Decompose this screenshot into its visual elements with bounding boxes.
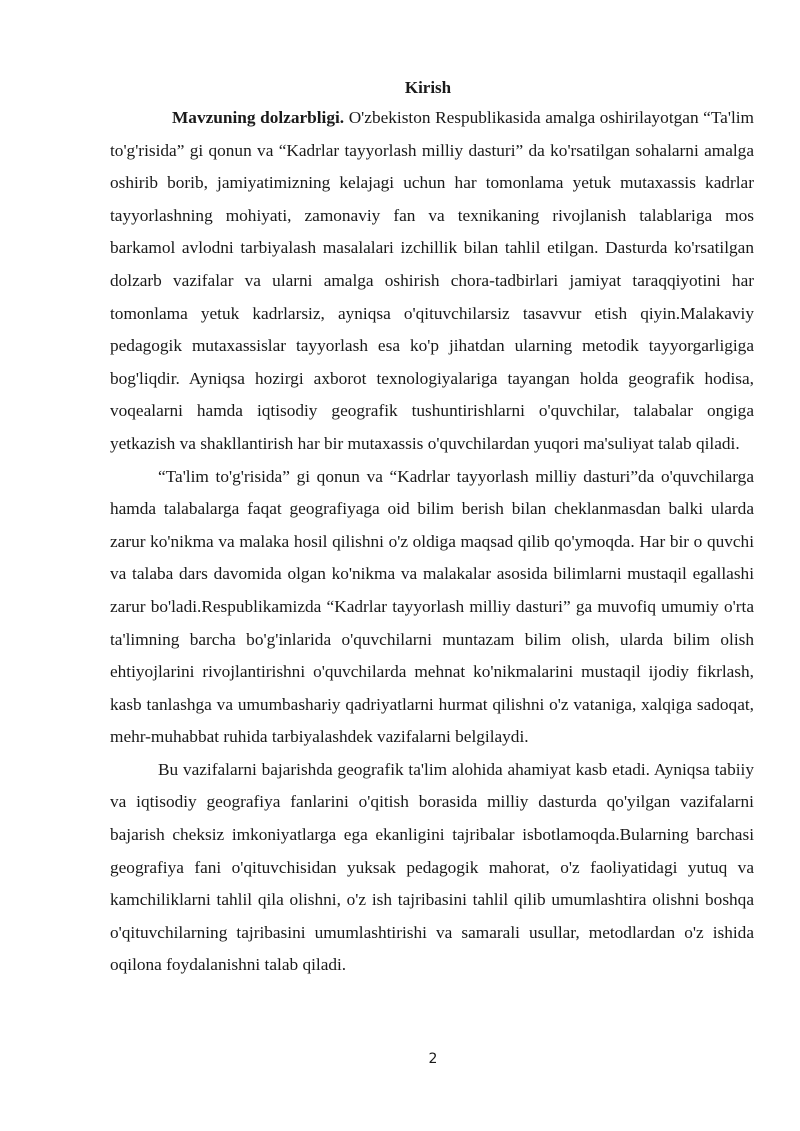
- paragraph-lead: Mavzuning dolzarbligi.: [172, 108, 345, 127]
- paragraph-1: [110, 102, 754, 461]
- paragraph-3: Bu vazifalarni bajarishda geografik ta'lim alohida ahamiyat kasb etadi. Ayniqsa tabiiy va iqtisodiy geografiya fanlarini o'qitish borasida milliy dasturda qo'yilgan vazifalarni bajarish cheksiz imkoniyatlarga ega ekanligini tajribalar isbotlamoqda.Bularning barchasi geografiya fani o'qituvchisidan yuksak pedagogik mahorat, o'z faoliyatidagi yutuq va kamchiliklarni tahlil qila olishni, o'z ish tajribasini tahlil qilib umumlashtira olishni boshqa o'qituvchilarning tajribasini umumlashtirishi va samarali usullar, metodlardan o'z ishida oqilona foydalanishni talab qiladi.: [110, 759, 754, 975]
- page-number: 2: [428, 1051, 438, 1067]
- paragraph-text: O'zbekiston Respublikasida amalga oshirilayotgan “Ta'lim to'g'risida” gi qonun va “Kadrlar tayyorlash milliy dasturi” da ko'rsatilgan sohalarni amalga oshirib borib, jamiyatimizning kelajagi uchun har tomonlama yetuk mutaxassis kadrlar tayyorlashning mohiyati, zamonaviy fan va texnikaning rivojlanish talablariga mos barkamol avlodni tarbiyalash masalalari izchillik bilan tahlil etilgan. Dasturda ko'rsatilgan dolzarb vazifalar va ularni amalga oshirish chora-tadbirlari jamiyat taraqqiyotini har tomonlama yetuk kadrlarsiz, ayniqsa o'qituvchilarsiz tasavvur etish qiyin.Malakaviy pedagogik mutaxassislar tayyorlash esa ko'p jihatdan ularning metodik tayyorgarligiga bog'liqdir. Ayniqsa hozirgi axborot texnologiyalariga tayangan holda geografik hodisa, voqealarni hamda iqtisodiy geografik tushuntirishlarni o'quvchilar, talabalar ongiga yetkazish va shakllantirish har bir mutaxassis o'quvchilardan yuqori ma'suliyat talab qiladi.: [110, 108, 754, 453]
- section-title: Kirish: [404, 78, 452, 97]
- body-text: [110, 102, 754, 982]
- paragraph-2: “Ta'lim to'g'risida” gi qonun va “Kadrlar tayyorlash milliy dasturi”da o'quvchilarga hamda talabalarga faqat geografiyaga oid bilim berish bilan cheklanmasdan balki ularda zarur ko'nikma va malaka hosil qilishni o'z oldiga maqsad qilib qo'ymoqda. Har bir o quvchi va talaba dars davomida olgan ko'nikma va malakalar asosida bilimlarni mustaqil egallashi zarur bo'ladi.Respublikamizda “Kadrlar tayyorlash milliy dasturi” ga muvofiq umumiy o'rta ta'limning barcha bo'g'inlarida o'quvchilarni muntazam bilim olish, ularda bilim olish ehtiyojlarini rivojlantirishni o'quvchilarda mehnat ko'nikmalarini mustaqil ijodiy fikrlash, kasb tanlashga va umumbashariy qadriyatlarni hurmat qilishni o'z vataniga, xalqiga sadoqat, mehr-muhabbat ruhida tarbiyalashdek vazifalarni belgilaydi.: [110, 466, 754, 747]
